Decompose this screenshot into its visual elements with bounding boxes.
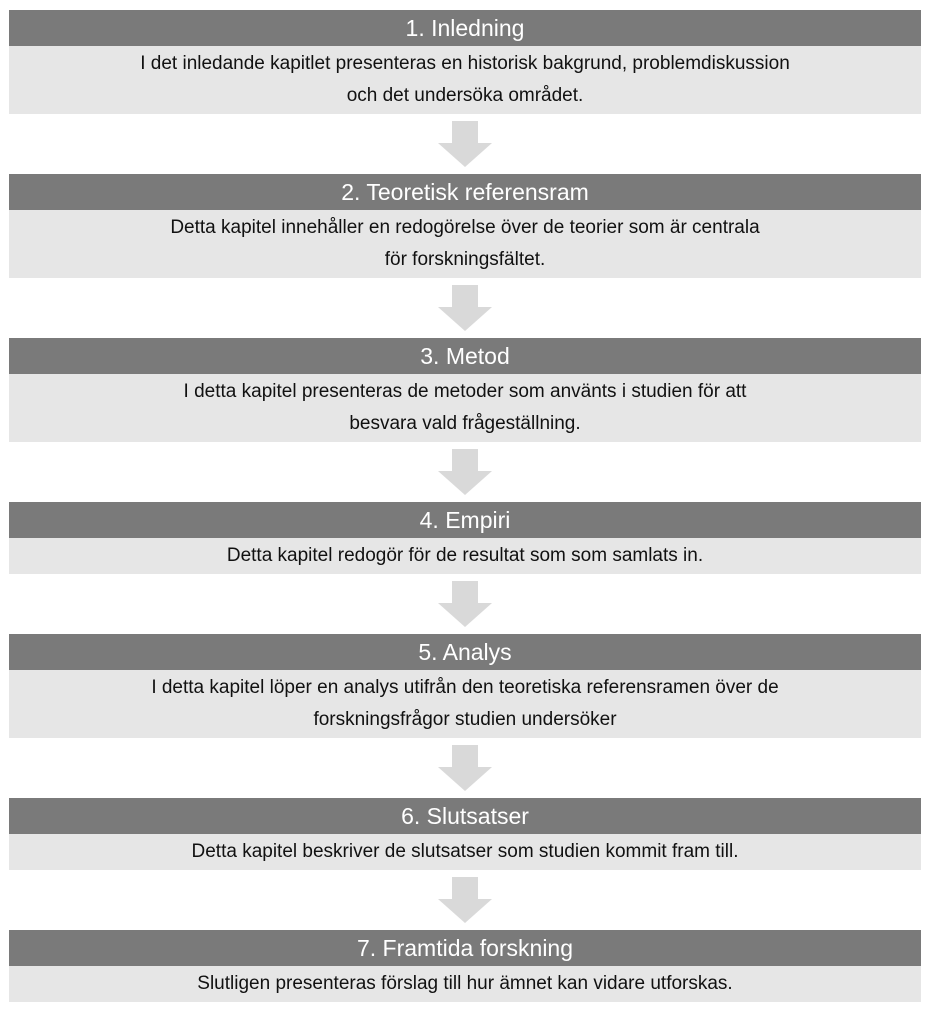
step-description <box>9 46 921 114</box>
description-line: I detta kapitel löper en analys utifrån den teoretiska referensramen över de <box>151 677 779 698</box>
down-arrow <box>9 442 921 502</box>
step-title: 5. Analys <box>9 634 921 670</box>
step-title: 2. Teoretisk referensram <box>9 174 921 210</box>
step-title: 7. Framtida forskning <box>9 930 921 966</box>
description-line: besvara vald frågeställning. <box>349 413 581 434</box>
step-1 <box>9 10 921 114</box>
down-arrow-icon <box>438 745 492 791</box>
description-line: Detta kapitel redogör för de resultat som som samlats in. <box>226 545 704 566</box>
description-line: för forskningsfältet. <box>384 249 546 270</box>
down-arrow <box>9 870 921 930</box>
step-description <box>9 374 921 442</box>
down-arrow <box>9 574 921 634</box>
down-arrow <box>9 114 921 174</box>
description-line: Slutligen presenteras förslag till hur ämnet kan vidare utforskas. <box>197 973 733 994</box>
description-line: Detta kapitel beskriver de slutsatser som studien kommit fram till. <box>191 841 739 862</box>
flowchart <box>9 10 921 1002</box>
down-arrow-icon <box>438 121 492 167</box>
step-title: 6. Slutsatser <box>9 798 921 834</box>
step-description <box>9 966 921 1002</box>
step-title: 4. Empiri <box>9 502 921 538</box>
step-3 <box>9 338 921 442</box>
description-line: I det inledande kapitlet presenteras en historisk bakgrund, problemdiskussion <box>140 53 790 74</box>
step-6 <box>9 798 921 870</box>
step-4 <box>9 502 921 574</box>
step-7 <box>9 930 921 1002</box>
description-line: forskningsfrågor studien undersöker <box>313 709 617 730</box>
step-description <box>9 670 921 738</box>
description-line: I detta kapitel presenteras de metoder som använts i studien för att <box>183 381 747 402</box>
down-arrow-icon <box>438 449 492 495</box>
step-5 <box>9 634 921 738</box>
down-arrow-icon <box>438 581 492 627</box>
description-line: Detta kapitel innehåller en redogörelse över de teorier som är centrala <box>170 217 760 238</box>
step-title: 3. Metod <box>9 338 921 374</box>
step-2 <box>9 174 921 278</box>
step-title: 1. Inledning <box>9 10 921 46</box>
step-description <box>9 210 921 278</box>
description-line: och det undersöka området. <box>346 85 584 106</box>
step-description <box>9 834 921 870</box>
down-arrow-icon <box>438 877 492 923</box>
step-description <box>9 538 921 574</box>
down-arrow <box>9 278 921 338</box>
down-arrow-icon <box>438 285 492 331</box>
down-arrow <box>9 738 921 798</box>
